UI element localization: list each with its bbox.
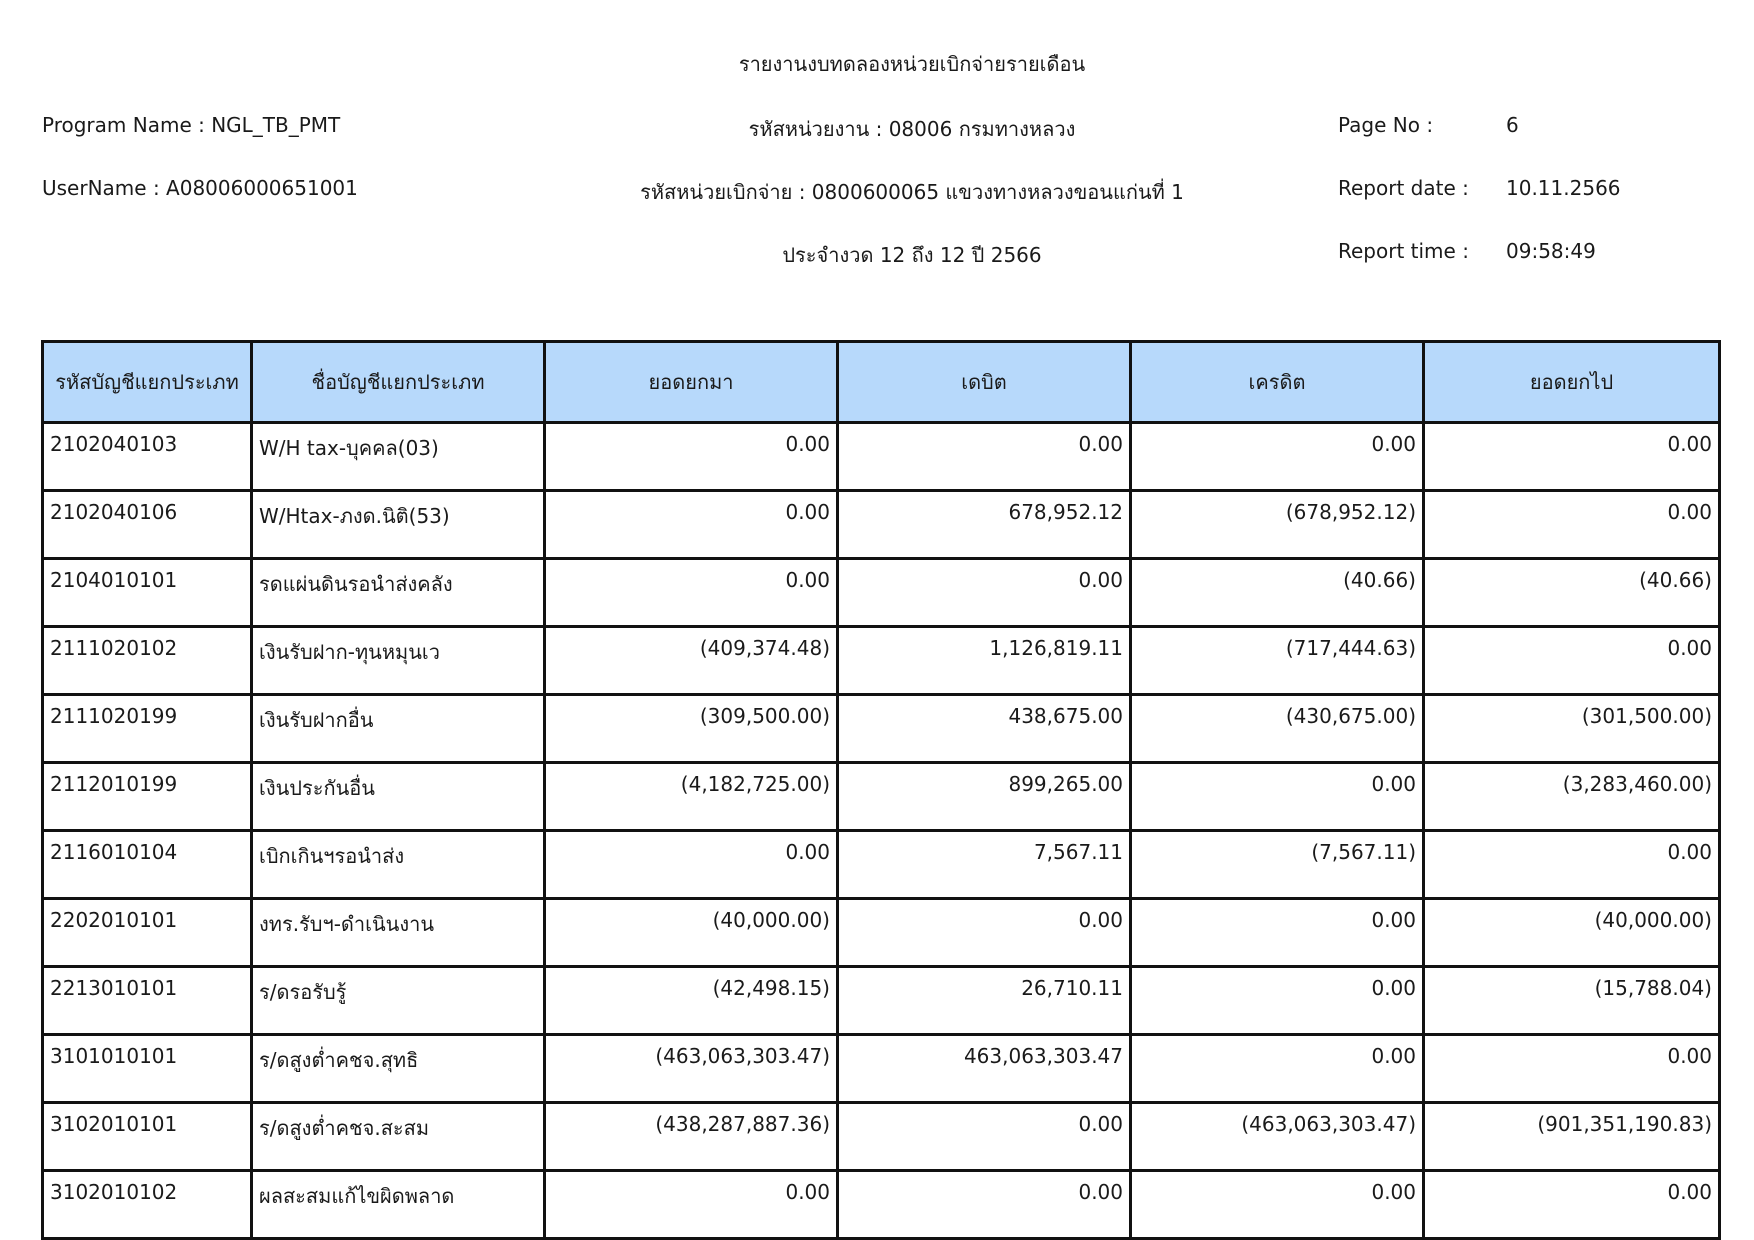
program-name: Program Name : NGL_TB_PMT <box>42 113 341 137</box>
cell-credit: (463,063,303.47) <box>1131 1103 1424 1171</box>
cell-closing-balance: 0.00 <box>1424 1035 1720 1103</box>
report-time-label: Report time : <box>1338 239 1469 263</box>
cell-account-code: 3101010101 <box>43 1035 252 1103</box>
cell-debit: 678,952.12 <box>838 491 1131 559</box>
col-header-account-code: รหัสบัญชีแยกประเภท <box>43 342 252 423</box>
cell-credit: 0.00 <box>1131 423 1424 491</box>
cell-closing-balance: (40,000.00) <box>1424 899 1720 967</box>
cell-debit: 899,265.00 <box>838 763 1131 831</box>
cell-credit: 0.00 <box>1131 763 1424 831</box>
cell-opening-balance: (438,287,887.36) <box>545 1103 838 1171</box>
user-name: UserName : A08006000651001 <box>42 176 358 200</box>
cell-credit: (7,567.11) <box>1131 831 1424 899</box>
cell-account-name: เงินประกันอื่น <box>252 763 545 831</box>
col-header-debit: เดบิต <box>838 342 1131 423</box>
cell-account-code: 3102010101 <box>43 1103 252 1171</box>
table-row <box>43 1035 1720 1103</box>
page-no-value: 6 <box>1506 113 1519 137</box>
cell-account-name: รดแผ่นดินรอนำส่งคลัง <box>252 559 545 627</box>
cell-account-code: 2111020102 <box>43 627 252 695</box>
table-row <box>43 899 1720 967</box>
cell-opening-balance: 0.00 <box>545 423 838 491</box>
cell-opening-balance: (309,500.00) <box>545 695 838 763</box>
cell-opening-balance: (409,374.48) <box>545 627 838 695</box>
cell-closing-balance: (301,500.00) <box>1424 695 1720 763</box>
cell-account-name: W/H tax-บุคคล(03) <box>252 423 545 491</box>
cell-debit: 438,675.00 <box>838 695 1131 763</box>
cell-debit: 0.00 <box>838 1171 1131 1239</box>
cell-credit: (717,444.63) <box>1131 627 1424 695</box>
table-row <box>43 423 1720 491</box>
cell-closing-balance: 0.00 <box>1424 1171 1720 1239</box>
cell-closing-balance: 0.00 <box>1424 831 1720 899</box>
table-row <box>43 763 1720 831</box>
cell-opening-balance: (463,063,303.47) <box>545 1035 838 1103</box>
cell-debit: 0.00 <box>838 899 1131 967</box>
cell-account-code: 2111020199 <box>43 695 252 763</box>
cell-debit: 1,126,819.11 <box>838 627 1131 695</box>
cell-opening-balance: 0.00 <box>545 1171 838 1239</box>
col-header-credit: เครดิต <box>1131 342 1424 423</box>
cell-debit: 7,567.11 <box>838 831 1131 899</box>
cell-account-code: 2213010101 <box>43 967 252 1035</box>
report-date-label: Report date : <box>1338 176 1469 200</box>
cell-opening-balance: (42,498.15) <box>545 967 838 1035</box>
cell-account-name: ร/ดสูงต่ำคชจ.สะสม <box>252 1103 545 1171</box>
table-row <box>43 967 1720 1035</box>
report-date-value: 10.11.2566 <box>1506 176 1621 200</box>
table-row <box>43 627 1720 695</box>
cell-account-code: 3102010102 <box>43 1171 252 1239</box>
cell-closing-balance: 0.00 <box>1424 423 1720 491</box>
cell-account-name: W/Htax-ภงด.นิติ(53) <box>252 491 545 559</box>
col-header-closing-balance: ยอดยกไป <box>1424 342 1720 423</box>
table-row <box>43 559 1720 627</box>
table-body <box>43 423 1720 1239</box>
cell-account-name: ร/ดรอรับรู้ <box>252 967 545 1035</box>
cell-account-code: 2202010101 <box>43 899 252 967</box>
cell-closing-balance: 0.00 <box>1424 491 1720 559</box>
cell-account-name: เบิกเกินฯรอนำส่ง <box>252 831 545 899</box>
table-row <box>43 491 1720 559</box>
col-header-account-name: ชื่อบัญชีแยกประเภท <box>252 342 545 423</box>
cell-closing-balance: (15,788.04) <box>1424 967 1720 1035</box>
table-row <box>43 1103 1720 1171</box>
table-row <box>43 831 1720 899</box>
cell-account-code: 2102040106 <box>43 491 252 559</box>
cell-account-code: 2104010101 <box>43 559 252 627</box>
cell-opening-balance: 0.00 <box>545 831 838 899</box>
cell-credit: 0.00 <box>1131 1035 1424 1103</box>
cell-debit: 0.00 <box>838 559 1131 627</box>
cell-account-name: เงินรับฝาก-ทุนหมุนเว <box>252 627 545 695</box>
cell-debit: 0.00 <box>838 423 1131 491</box>
cell-closing-balance: (901,351,190.83) <box>1424 1103 1720 1171</box>
cell-account-code: 2102040103 <box>43 423 252 491</box>
cell-opening-balance: (40,000.00) <box>545 899 838 967</box>
cell-debit: 0.00 <box>838 1103 1131 1171</box>
trial-balance-table <box>41 340 1721 1240</box>
cell-credit: 0.00 <box>1131 1171 1424 1239</box>
agency-code: รหัสหน่วยงาน : 08006 กรมทางหลวง <box>748 117 1076 141</box>
cell-account-name: ผลสะสมแก้ไขผิดพลาด <box>252 1171 545 1239</box>
cell-account-name: เงินรับฝากอื่น <box>252 695 545 763</box>
cell-closing-balance: (3,283,460.00) <box>1424 763 1720 831</box>
cell-closing-balance: 0.00 <box>1424 627 1720 695</box>
col-header-opening-balance: ยอดยกมา <box>545 342 838 423</box>
cell-account-code: 2116010104 <box>43 831 252 899</box>
cell-debit: 463,063,303.47 <box>838 1035 1131 1103</box>
cell-credit: 0.00 <box>1131 899 1424 967</box>
cell-credit: 0.00 <box>1131 967 1424 1035</box>
table-row <box>43 695 1720 763</box>
cell-credit: (678,952.12) <box>1131 491 1424 559</box>
table-header-row <box>43 342 1720 423</box>
cell-opening-balance: 0.00 <box>545 491 838 559</box>
cell-opening-balance: (4,182,725.00) <box>545 763 838 831</box>
table-row <box>43 1171 1720 1239</box>
cell-credit: (430,675.00) <box>1131 695 1424 763</box>
cell-credit: (40.66) <box>1131 559 1424 627</box>
disbursement-unit: รหัสหน่วยเบิกจ่าย : 0800600065 แขวงทางหลวงขอนแก่นที่ 1 <box>640 180 1184 204</box>
cell-account-name: ร/ดสูงต่ำคชจ.สุทธิ <box>252 1035 545 1103</box>
report-period: ประจำงวด 12 ถึง 12 ปี 2566 <box>782 243 1042 267</box>
cell-opening-balance: 0.00 <box>545 559 838 627</box>
cell-account-name: งทร.รับฯ-ดำเนินงาน <box>252 899 545 967</box>
cell-account-code: 2112010199 <box>43 763 252 831</box>
cell-closing-balance: (40.66) <box>1424 559 1720 627</box>
report-title: รายงานงบทดลองหน่วยเบิกจ่ายรายเดือน <box>738 52 1086 76</box>
report-time-value: 09:58:49 <box>1506 239 1596 263</box>
page-no-label: Page No : <box>1338 113 1434 137</box>
cell-debit: 26,710.11 <box>838 967 1131 1035</box>
